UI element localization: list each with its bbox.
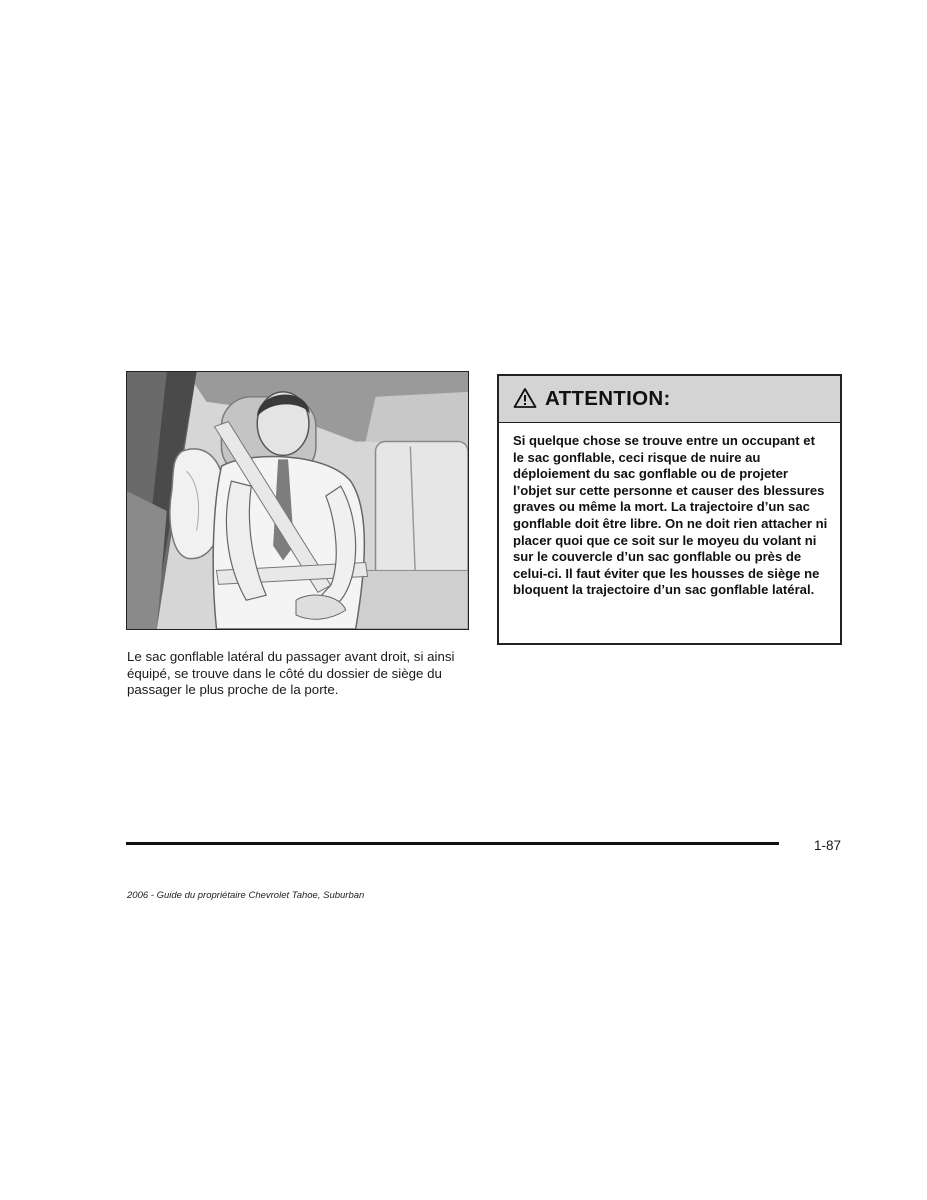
caution-box [497,374,842,645]
caution-text: Si quelque chose se trouve entre un occupant et le sac gonflable, ceci risque de nuire au déploiement du sac gonflable ou de projeter l’objet sur cette personne et causer des blessures graves ou même la mort. La trajectoire d’un sac gonflable doit être libre. On ne doit rien attacher ni placer quoi que ce soit sur le moyeu du volant ni sur le couvercle d’un sac gonflable ou près de celui-ci. Il faut éviter que les housses de siège ne bloquent la trajectoire d’un sac gonflable latéral. [513,433,828,598]
caution-title: ATTENTION: [545,387,671,410]
side-airbag-illustration [126,371,469,630]
page-divider [126,842,779,845]
page-number: 1-87 [814,838,842,853]
caution-header [499,376,840,423]
document-footer: 2006 - Guide du propriétaire Chevrolet Tahoe, Suburban [127,890,365,901]
warning-triangle-icon [513,387,537,409]
illustration-caption: Le sac gonflable latéral du passager avant droit, si ainsi équipé, se trouve dans le côté du dossier de siège du passager le plus proche de la porte. [127,649,455,697]
passenger-seat-drawing [127,372,468,629]
